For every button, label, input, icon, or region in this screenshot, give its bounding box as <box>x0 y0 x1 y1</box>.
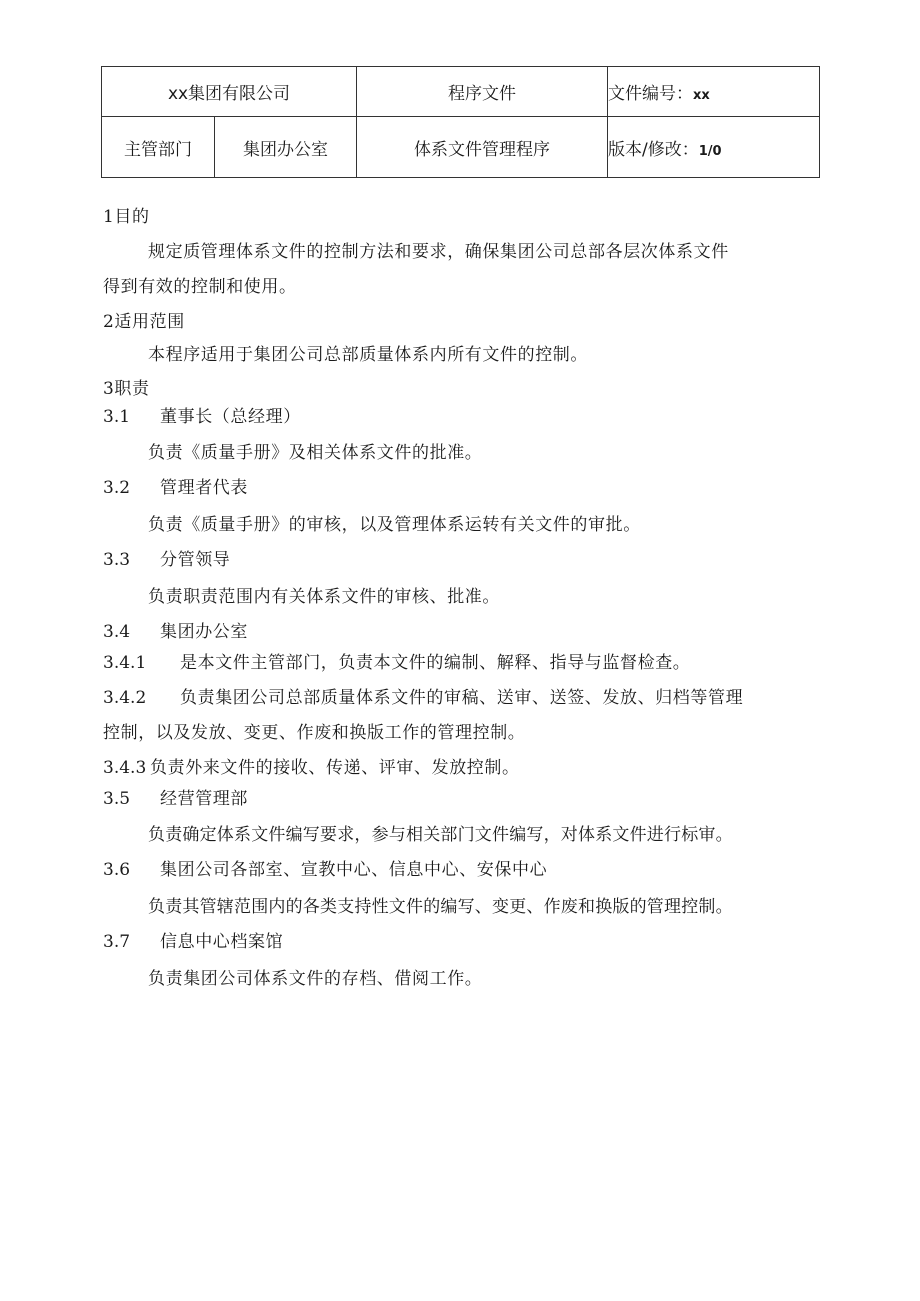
section-3-5-number: 3.5 <box>103 789 131 809</box>
section-3-4-2-continuation: 控制，以及发放、变更、作废和换版工作的管理控制。 <box>103 723 526 743</box>
section-3-3-title: 分管领导 <box>160 550 231 570</box>
section-3-4-1-number: 3.4.1 <box>103 653 147 673</box>
header-row-2 <box>102 117 820 178</box>
section-1-title: 1目的 <box>103 207 150 227</box>
section-3-2-heading <box>103 476 248 500</box>
section-3-3-text: 负责职责范围内有关体系文件的审核、批准。 <box>148 587 500 607</box>
section-3-7-number: 3.7 <box>103 932 131 952</box>
section-3-6-number: 3.6 <box>103 860 131 880</box>
section-3-3-number: 3.3 <box>103 550 131 570</box>
section-3-1-title: 董事长（总经理） <box>160 407 301 427</box>
section-3-2-number: 3.2 <box>103 478 131 498</box>
section-3-4-title: 集团办公室 <box>160 622 248 642</box>
section-3-5-heading <box>103 787 248 811</box>
section-3-2-title: 管理者代表 <box>160 478 248 498</box>
section-3-1-number: 3.1 <box>103 407 131 427</box>
dept-value-cell <box>215 117 357 178</box>
doc-number-label: 文件编号： <box>608 84 693 104</box>
section-3-6-text: 负责其管辖范围内的各类支持性文件的编写、变更、作废和换版的管理控制。 <box>148 897 733 917</box>
section-3-4-3-text: 负责外来文件的接收、传递、评审、发放控制。 <box>150 758 520 778</box>
section-3-1-heading <box>103 405 301 429</box>
section-2-title: 2适用范围 <box>103 312 185 332</box>
header-row-1 <box>102 67 820 117</box>
section-3-4-3-number: 3.4.3 <box>103 758 147 778</box>
section-3-4-3 <box>103 756 520 780</box>
section-2-text: 本程序适用于集团公司总部质量体系内所有文件的控制。 <box>148 345 588 365</box>
section-3-3-heading <box>103 548 230 572</box>
version-value: 1/0 <box>698 143 722 159</box>
section-3-6-title: 集团公司各部室、宣教中心、信息中心、安保中心 <box>160 860 548 880</box>
section-3-5-text: 负责确定体系文件编写要求，参与相关部门文件编写，对体系文件进行标审。 <box>148 825 733 845</box>
doc-number-cell <box>608 67 820 117</box>
section-3-4-1 <box>103 651 690 675</box>
section-3-4-heading <box>103 620 248 644</box>
section-1-text-line-2: 得到有效的控制和使用。 <box>103 277 297 297</box>
doc-title: 体系文件管理程序 <box>414 139 550 160</box>
section-3-2-text: 负责《质量手册》的审核，以及管理体系运转有关文件的审批。 <box>148 515 641 535</box>
version-label: 版本/修改： <box>608 139 699 160</box>
section-3-4-2-number: 3.4.2 <box>103 688 147 708</box>
section-3-7-heading <box>103 930 283 954</box>
section-1-text-line-1: 规定质管理体系文件的控制方法和要求，确保集团公司总部各层次体系文件 <box>148 242 729 262</box>
section-3-1-text: 负责《质量手册》及相关体系文件的批准。 <box>148 443 483 463</box>
section-3-4-2-text: 负责集团公司总部质量体系文件的审稿、送审、送签、发放、归档等管理 <box>180 688 744 708</box>
section-3-5-title: 经营管理部 <box>160 789 248 809</box>
dept-label-cell <box>102 117 215 178</box>
document-header-table <box>101 66 820 178</box>
section-3-4-number: 3.4 <box>103 622 131 642</box>
section-3-6-heading <box>103 858 547 882</box>
version-cell <box>608 117 820 178</box>
doc-type: 程序文件 <box>448 84 516 104</box>
doc-number-value: xx <box>693 88 710 103</box>
section-3-title: 3职责 <box>103 379 150 399</box>
company-name-cell <box>102 67 357 117</box>
dept-label: 主管部门 <box>124 139 192 160</box>
doc-title-cell <box>357 117 608 178</box>
section-3-7-text: 负责集团公司体系文件的存档、借阅工作。 <box>148 969 483 989</box>
company-name: xx集团有限公司 <box>167 84 291 104</box>
doc-type-cell <box>357 67 608 117</box>
dept-value: 集团办公室 <box>243 139 328 160</box>
section-3-4-2 <box>103 686 743 710</box>
section-3-4-1-text: 是本文件主管部门，负责本文件的编制、解释、指导与监督检查。 <box>180 653 691 673</box>
section-3-7-title: 信息中心档案馆 <box>160 932 284 952</box>
